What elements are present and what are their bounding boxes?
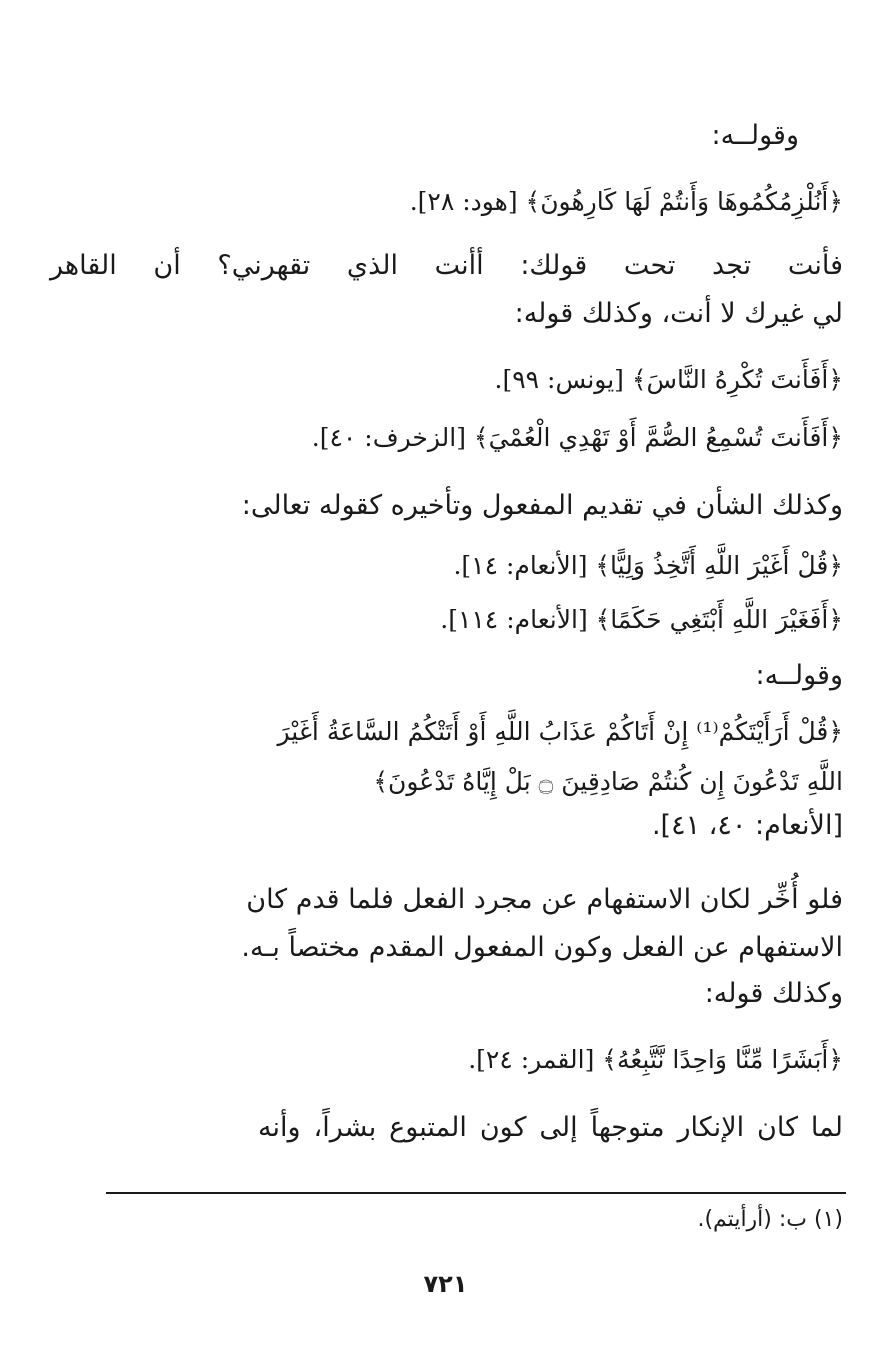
verse-anam-40-line2: اللَّهِ تَدْعُونَ إِن كُنتُمْ صَادِقِينَ ۝ بَلْ إِيَّاهُ تَدْعُونَ﴾ <box>373 767 843 796</box>
text-line: لما كان الإنكار متوجهاً إلى كون المتبوع بشراً، وأنه <box>258 1112 843 1143</box>
verse-zukhruf-40: ﴿أَفَأَنتَ تُسْمِعُ الصُّمَّ أَوْ تَهْدِي الْعُمْيَ﴾ [الزخرف: ٤٠]. <box>311 423 843 452</box>
verse-yunus-99: ﴿أَفَأَنتَ تُكْرِهُ النَّاسَ﴾ [يونس: ٩٩]. <box>494 365 843 394</box>
text-line-intro: وقولــه: <box>711 120 799 151</box>
verse-qamar-24: ﴿أَبَشَرًا مِّنَّا وَاحِدًا نَّتَّبِعُهُ﴾ [القمر: ٢٤]. <box>468 1045 843 1074</box>
verse-hud-28: ﴿أَنُلْزِمُكُمُوهَا وَأَنتُمْ لَهَا كَارِهُونَ﴾ [هود: ٢٨]. <box>409 187 843 216</box>
text-line: الاستفهام عن الفعل وكون المفعول المقدم مختصاً بـه. <box>241 932 843 963</box>
text-line: وكذلك الشأن في تقديم المفعول وتأخيره كقوله تعالى: <box>241 490 843 521</box>
text-line: فأنت تجد تحت قولك: أأنت الذي تقهرني؟ أن القاهر <box>50 250 843 281</box>
footnote-divider <box>106 1192 846 1194</box>
verse-anam-40-line1: ﴿قُلْ أَرَأَيْتَكُمْ⁽¹⁾ إِنْ أَتَاكُمْ عَذَابُ اللَّهِ أَوْ أَتَتْكُمُ السَّاعَةُ أَغَيْرَ <box>277 717 843 746</box>
text-line-intro: وقولــه: <box>755 660 843 691</box>
verse-reference: [الأنعام: ٤٠، ٤١]. <box>651 810 843 841</box>
verse-anam-114: ﴿أَفَغَيْرَ اللَّهِ أَبْتَغِي حَكَمًا﴾ [الأنعام: ١١٤]. <box>440 605 843 634</box>
text-line: وكذلك قوله: <box>704 978 843 1009</box>
page-number: ٧٢١ <box>423 1270 468 1298</box>
verse-anam-14: ﴿قُلْ أَغَيْرَ اللَّهِ أَتَّخِذُ وَلِيًّا﴾ [الأنعام: ١٤]. <box>453 551 843 580</box>
text-line: فلو أُخِّر لكان الاستفهام عن مجرد الفعل فلما قدم كان <box>246 884 843 915</box>
text-line: لي غيرك لا أنت، وكذلك قوله: <box>514 298 843 329</box>
footnote: (١) ب: (أرأيتم). <box>697 1207 843 1232</box>
